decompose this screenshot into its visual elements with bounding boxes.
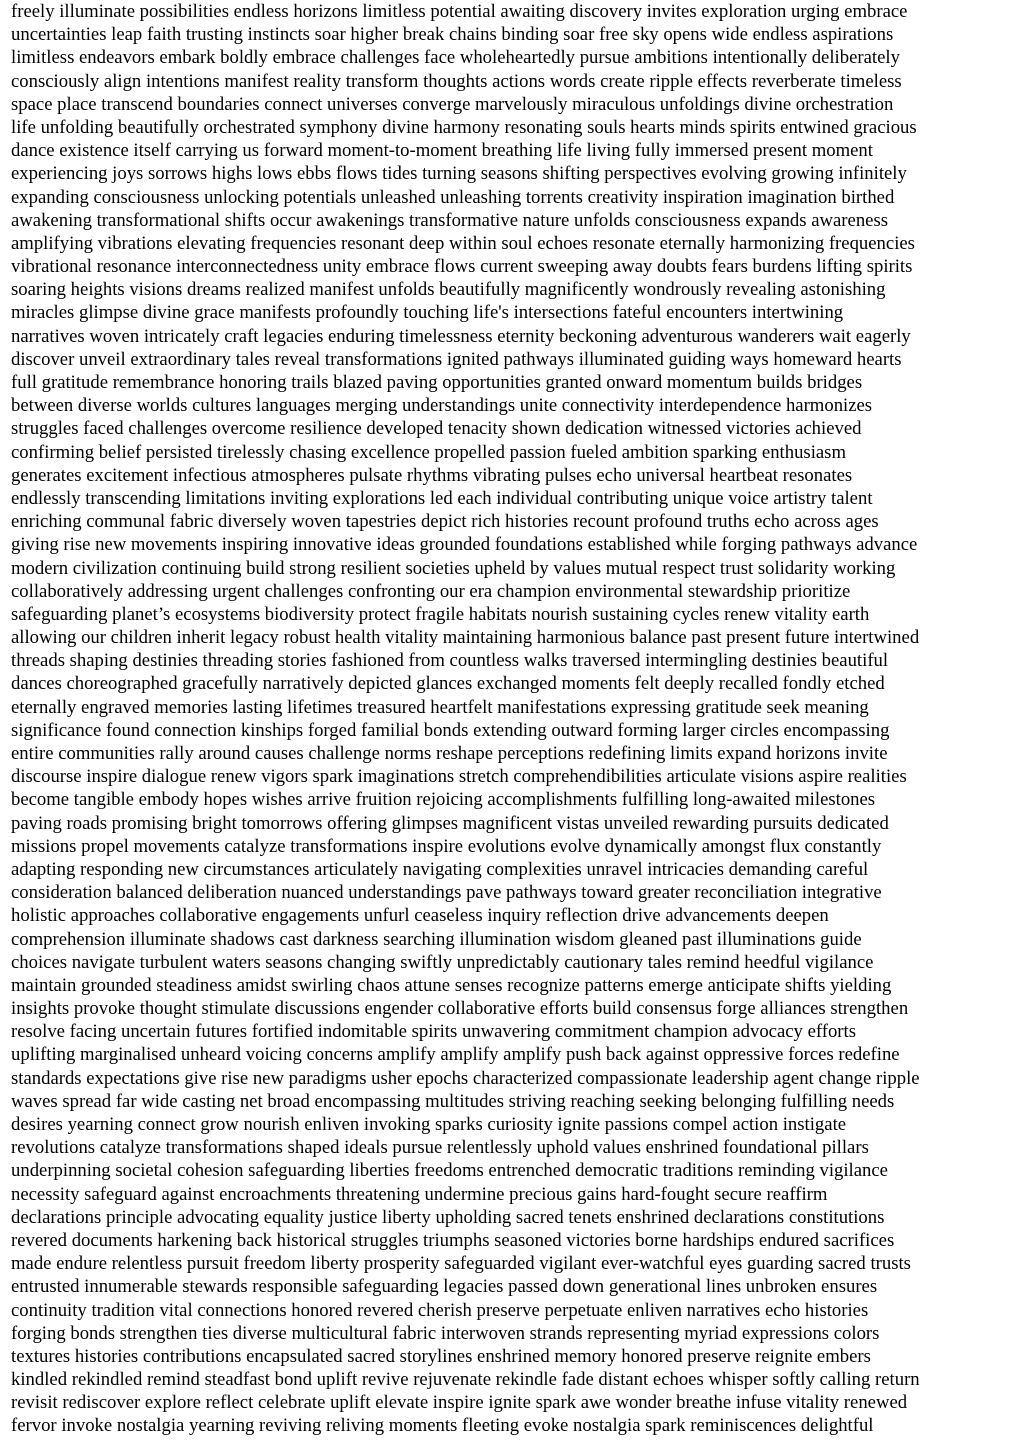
text-line: generates excitement infectious atmospheres pulsate rhythms vibrating pulses echo universal heartbeat resonates bbox=[11, 464, 853, 486]
text-line: forging bonds strengthen ties diverse multicultural fabric interwoven strands representing myriad expressions colors bbox=[11, 1322, 880, 1344]
text-line: waves spread far wide casting net broad encompassing multitudes striving reaching seeking belonging fulfilling needs bbox=[11, 1090, 895, 1112]
text-line: underpinning societal cohesion safeguarding liberties freedoms entrenched democratic traditions reminding vigilance bbox=[11, 1160, 888, 1182]
text-line: collaboratively addressing urgent challenges confronting our era champion environmental stewardship prioritize bbox=[11, 580, 851, 602]
text-line: necessity safeguard against encroachments threatening undermine precious gains hard-fought secure reaffirm bbox=[11, 1183, 828, 1205]
text-line: comprehension illuminate shadows cast darkness searching illumination wisdom gleaned past illuminations guide bbox=[11, 928, 862, 950]
text-line: uncertainties leap faith trusting instincts soar higher break chains binding soar free sky opens wide endless aspirations bbox=[11, 24, 894, 46]
text-line: between diverse worlds cultures languages merging understandings unite connectivity interdependence harmonizes bbox=[11, 395, 873, 417]
text-line: uplifting marginalised unheard voicing concerns amplify amplify amplify push back against oppressive forces redefine bbox=[11, 1044, 900, 1066]
text-line: full gratitude remembrance honoring trails blazed paving opportunities granted onward momentum builds bridges bbox=[11, 372, 863, 393]
text-line: declarations principle advocating equality justice liberty upholding sacred tenets enshrined declarations constitutions bbox=[11, 1206, 885, 1228]
text-line: resolve facing uncertain futures fortified indomitable spirits unwavering commitment champion advocacy efforts bbox=[11, 1021, 856, 1043]
text-line: discover unveil extraordinary tales reveal transformations ignited pathways illuminated guiding ways homeward hearts bbox=[11, 348, 902, 370]
text-line: eternally engraved memories lasting lifetimes treasured heartfelt manifestations expressing gratitude seek meaning bbox=[11, 696, 869, 718]
text-line: textures histories contributions encapsulated sacred storylines enshrined memory honored preserve reignite embers bbox=[11, 1345, 871, 1367]
text-line: awakening transformational shifts occur awakenings transformative nature unfolds consciousness expands awareness bbox=[11, 209, 889, 231]
text-line: life unfolding beautifully orchestrated symphony divine harmony resonating souls hearts minds spirits entwined gracious bbox=[11, 116, 917, 138]
text-line: amplifying vibrations elevating frequencies resonant deep within soul echoes resonate eternally harmonizing frequencies bbox=[11, 232, 915, 254]
text-line: endlessly transcending limitations inviting explorations led each individual contributing unique voice artistry talent bbox=[11, 487, 873, 509]
text-line: experiencing joys sorrows highs lows ebbs flows tides turning seasons shifting perspectives evolving growing infinitely bbox=[11, 163, 907, 185]
text-line: giving rise new movements inspiring innovative ideas grounded foundations established while forging pathways advance bbox=[11, 534, 918, 556]
text-line: revolutions catalyze transformations shaped ideals pursue relentlessly uphold values enshrined foundational pillars bbox=[11, 1137, 869, 1159]
text-line: continuity tradition vital connections honored revered cherish preserve perpetuate enliven narratives echo histories bbox=[11, 1299, 869, 1321]
text-line: adapting responding new circumstances articulately navigating complexities unravel intricacies demanding careful bbox=[11, 858, 869, 880]
text-line: dance existence itself carrying us forward moment-to-moment breathing life living fully immersed present moment bbox=[11, 140, 873, 162]
text-line: become tangible embody hopes wishes arrive fruition rejoicing accomplishments fulfilling long-awaited milestones bbox=[11, 789, 876, 811]
text-line: fervor invoke nostalgia yearning reviving reliving moments fleeting evoke nostalgia spark reminiscences delightful bbox=[11, 1415, 874, 1437]
text-line: revered documents harkening back historical struggles triumphs seasoned victories borne hardships endured sacrifices bbox=[11, 1229, 895, 1251]
text-line: space place transcend boundaries connect universes converge marvelously miraculous unfoldings divine orchestration bbox=[11, 93, 894, 115]
text-line: expanding consciousness unlocking potentials unleashed unleashing torrents creativity inspiration imagination birthed bbox=[11, 186, 895, 208]
text-line: safeguarding planet’s ecosystems biodiversity protect fragile habitats nourish sustaining cycles renew vitality earth bbox=[11, 603, 870, 625]
text-line: limitless endeavors embark boldly embrace challenges face wholeheartedly pursue ambitions intentionally deliberately bbox=[11, 47, 900, 69]
text-line: paving roads promising bright tomorrows offering glimpses magnificent vistas unveiled rewarding pursuits dedicated bbox=[11, 812, 889, 834]
text-line: revisit rediscover explore reflect celebrate uplift elevate inspire ignite spark awe wonder breathe infuse vitality renewed bbox=[11, 1392, 908, 1414]
body-text bbox=[11, 0, 1018, 1438]
text-line: vibrational resonance interconnectedness unity embrace flows current sweeping away doubts fears burdens lifting spirits bbox=[11, 256, 913, 278]
text-line: threads shaping destinies threading stories fashioned from countless walks traversed intermingling destinies beautiful bbox=[11, 650, 889, 672]
text-line: allowing our children inherit legacy robust health vitality maintaining harmonious balance past present future intertwined bbox=[11, 627, 920, 649]
text-line: confirming belief persisted tirelessly chasing excellence propelled passion fueled ambition sparking enthusiasm bbox=[11, 441, 846, 463]
text-line: discourse inspire dialogue renew vigors spark imaginations stretch comprehendibilities articulate visions aspire realities bbox=[11, 766, 907, 788]
text-line: desires yearning connect grow nourish enliven invoking sparks curiosity ignite passions compel action instigate bbox=[11, 1114, 847, 1135]
text-line: modern civilization continuing build strong resilient societies upheld by values mutual respect trust solidarity working bbox=[11, 557, 896, 579]
text-line: freely illuminate possibilities endless horizons limitless potential awaiting discovery invites exploration urging embrace bbox=[11, 1, 908, 22]
text-line: struggles faced challenges overcome resilience developed tenacity shown dedication witnessed victories achieved bbox=[11, 418, 862, 440]
text-line: miracles glimpse divine grace manifests profoundly touching life's intersections fateful encounters intertwining bbox=[11, 302, 844, 324]
text-line: dances choreographed gracefully narratively depicted glances exchanged moments felt deeply recalled fondly etched bbox=[11, 673, 885, 695]
text-line: consciously align intentions manifest reality transform thoughts actions words create ripple effects reverberate timeless bbox=[11, 70, 902, 92]
text-line: made endure relentless pursuit freedom liberty prosperity safeguarded vigilant ever-watchful eyes guarding sacred trusts bbox=[11, 1253, 911, 1275]
text-line: missions propel movements catalyze transformations inspire evolutions evolve dynamically amongst flux constantly bbox=[11, 835, 882, 857]
text-line: entrusted innumerable stewards responsible safeguarding legacies passed down generational lines unbroken ensures bbox=[11, 1276, 878, 1298]
text-line: standards expectations give rise new paradigms usher epochs characterized compassionate leadership agent change ripple bbox=[11, 1067, 920, 1089]
text-line: insights provoke thought stimulate discussions engender collaborative efforts build consensus forge alliances strengthen bbox=[11, 998, 909, 1020]
text-line: consideration balanced deliberation nuanced understandings pave pathways toward greater reconciliation integrative bbox=[11, 882, 882, 904]
text-line: choices navigate turbulent waters seasons changing swiftly unpredictably cautionary tales remind heedful vigilance bbox=[11, 951, 874, 973]
text-line: entire communities rally around causes challenge norms reshape perceptions redefining limits expand horizons invite bbox=[11, 743, 888, 764]
text-line: kindled rekindled remind steadfast bond uplift revive rejuvenate rekindle fade distant echoes whisper softly calling return bbox=[11, 1369, 920, 1391]
text-line: enriching communal fabric diversely woven tapestries depict rich histories recount profound truths echo across ages bbox=[11, 511, 879, 533]
text-line: maintain grounded steadiness amidst swirling chaos attune senses recognize patterns emerge anticipate shifts yielding bbox=[11, 974, 892, 996]
text-line: soaring heights visions dreams realized manifest unfolds beautifully magnificently wondrously revealing astonishing bbox=[11, 279, 886, 301]
text-line: narratives woven intricately craft legacies enduring timelessness eternity beckoning adventurous wanderers wait eagerly bbox=[11, 325, 911, 347]
text-line: holistic approaches collaborative engagements unfurl ceaseless inquiry reflection drive advancements deepen bbox=[11, 905, 829, 927]
text-line: significance found connection kinships forged familial bonds extending outward forming larger circles encompassing bbox=[11, 719, 890, 741]
